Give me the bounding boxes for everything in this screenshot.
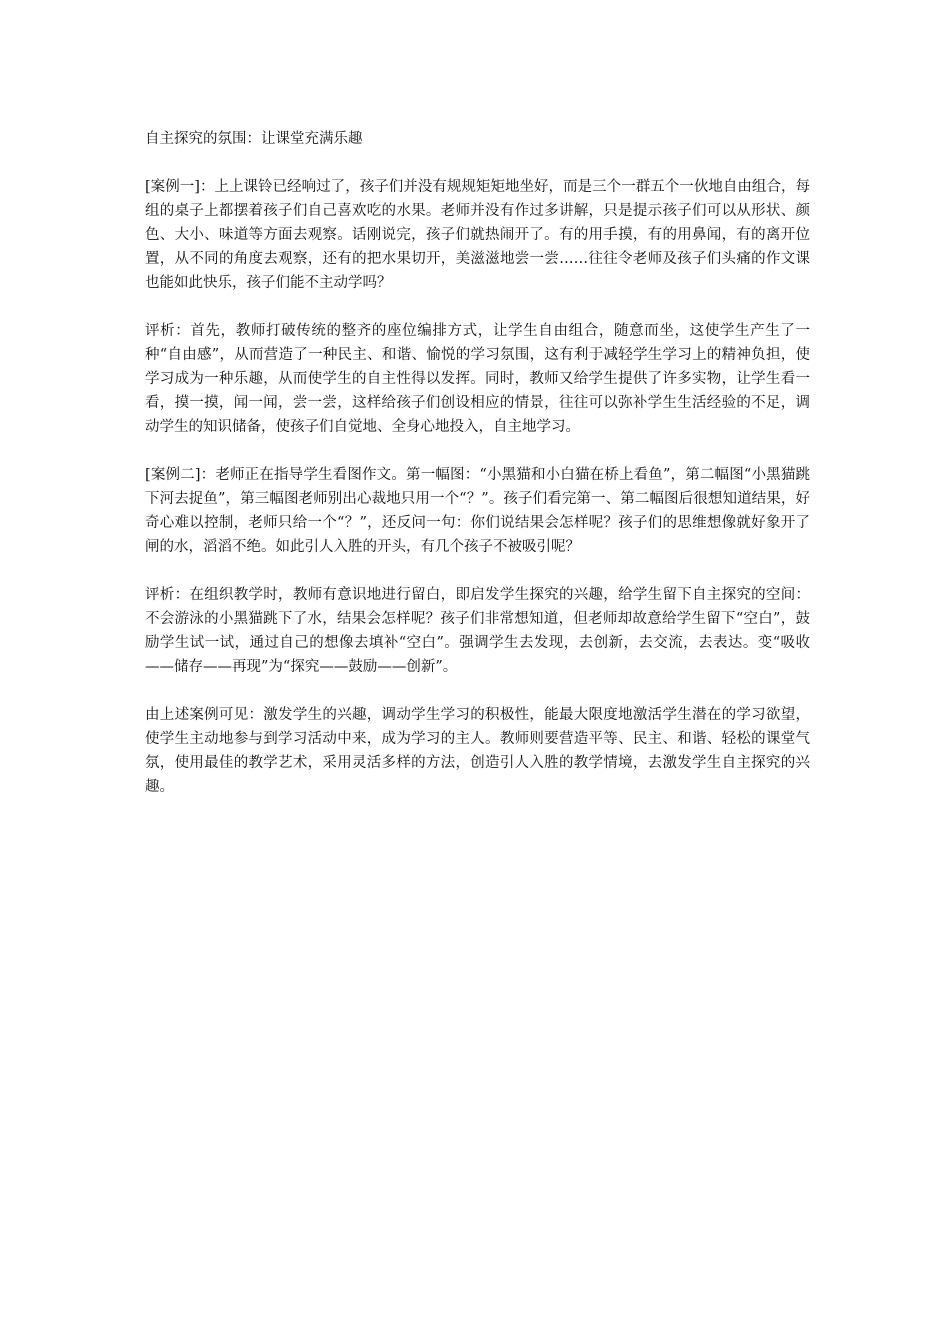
case-one-paragraph: [案例一]：上上课铃已经响过了，孩子们并没有规规矩矩地坐好，而是三个一群五个一伙地自由组合，每组的桌子上都摆着孩子们自己喜欢吃的水果。老师并没有作过多讲解，只是提示孩子们可以从形状、颜色、大小、味道等方面去观察。话刚说完，孩子们就热闹开了。有的用手摸，有的用鼻闻，有的离开位置，从不同的角度去观察，还有的把水果切开，美滋滋地尝一尝……往往令老师及孩子们头痛的作文课也能如此快乐，孩子们能不主动学吗？ — [145, 179, 810, 291]
case-two-analysis-paragraph: 评析：在组织教学时，教师有意识地进行留白，即启发学生探究的兴趣，给学生留下自主探究的空间：不会游泳的小黑猫跳下了水，结果会怎样呢？孩子们非常想知道，但老师却故意给学生留下“空白”，鼓励学生试一试，通过自己的想像去填补“空白”。强调学生去发现，去创新，去交流，去表达。变“吸收——储存——再现”为“探究——鼓励——创新”。 — [145, 587, 810, 675]
conclusion-paragraph: 由上述案例可见：激发学生的兴趣，调动学生学习的积极性，能最大限度地激活学生潜在的学习欲望，使学生主动地参与到学习活动中来，成为学习的主人。教师则要营造平等、民主、和谐、轻松的课堂气氛，使用最佳的教学艺术，采用灵活多样的方法，创造引人入胜的教学情境，去激发学生自主探究的兴趣。 — [145, 707, 810, 795]
document-title: 自主探究的氛围：让课堂充满乐趣 — [145, 131, 363, 147]
document-body — [145, 127, 810, 823]
case-one-analysis-paragraph: 评析：首先，教师打破传统的整齐的座位编排方式，让学生自由组合，随意而坐，这使学生产生了一种“自由感”，从而营造了一种民主、和谐、愉悦的学习氛围，这有利于减轻学生学习上的精神负担，使学习成为一种乐趣，从而使学生的自主性得以发挥。同时，教师又给学生提供了许多实物，让学生看一看，摸一摸，闻一闻，尝一尝，这样给孩子们创设相应的情景，往往可以弥补学生生活经验的不足，调动学生的知识储备，使孩子们自觉地、全身心地投入，自主地学习。 — [145, 323, 810, 435]
case-two-paragraph: [案例二]：老师正在指导学生看图作文。第一幅图：“小黑猫和小白猫在桥上看鱼”，第二幅图“小黑猫跳下河去捉鱼”，第三幅图老师别出心裁地只用一个“？”。孩子们看完第一、第二幅图后很想知道结果，好奇心难以控制，老师只给一个“？”，还反问一句：你们说结果会怎样呢？孩子们的思维想像就好象开了闸的水，滔滔不绝。如此引人入胜的开头，有几个孩子不被吸引呢？ — [145, 467, 810, 555]
